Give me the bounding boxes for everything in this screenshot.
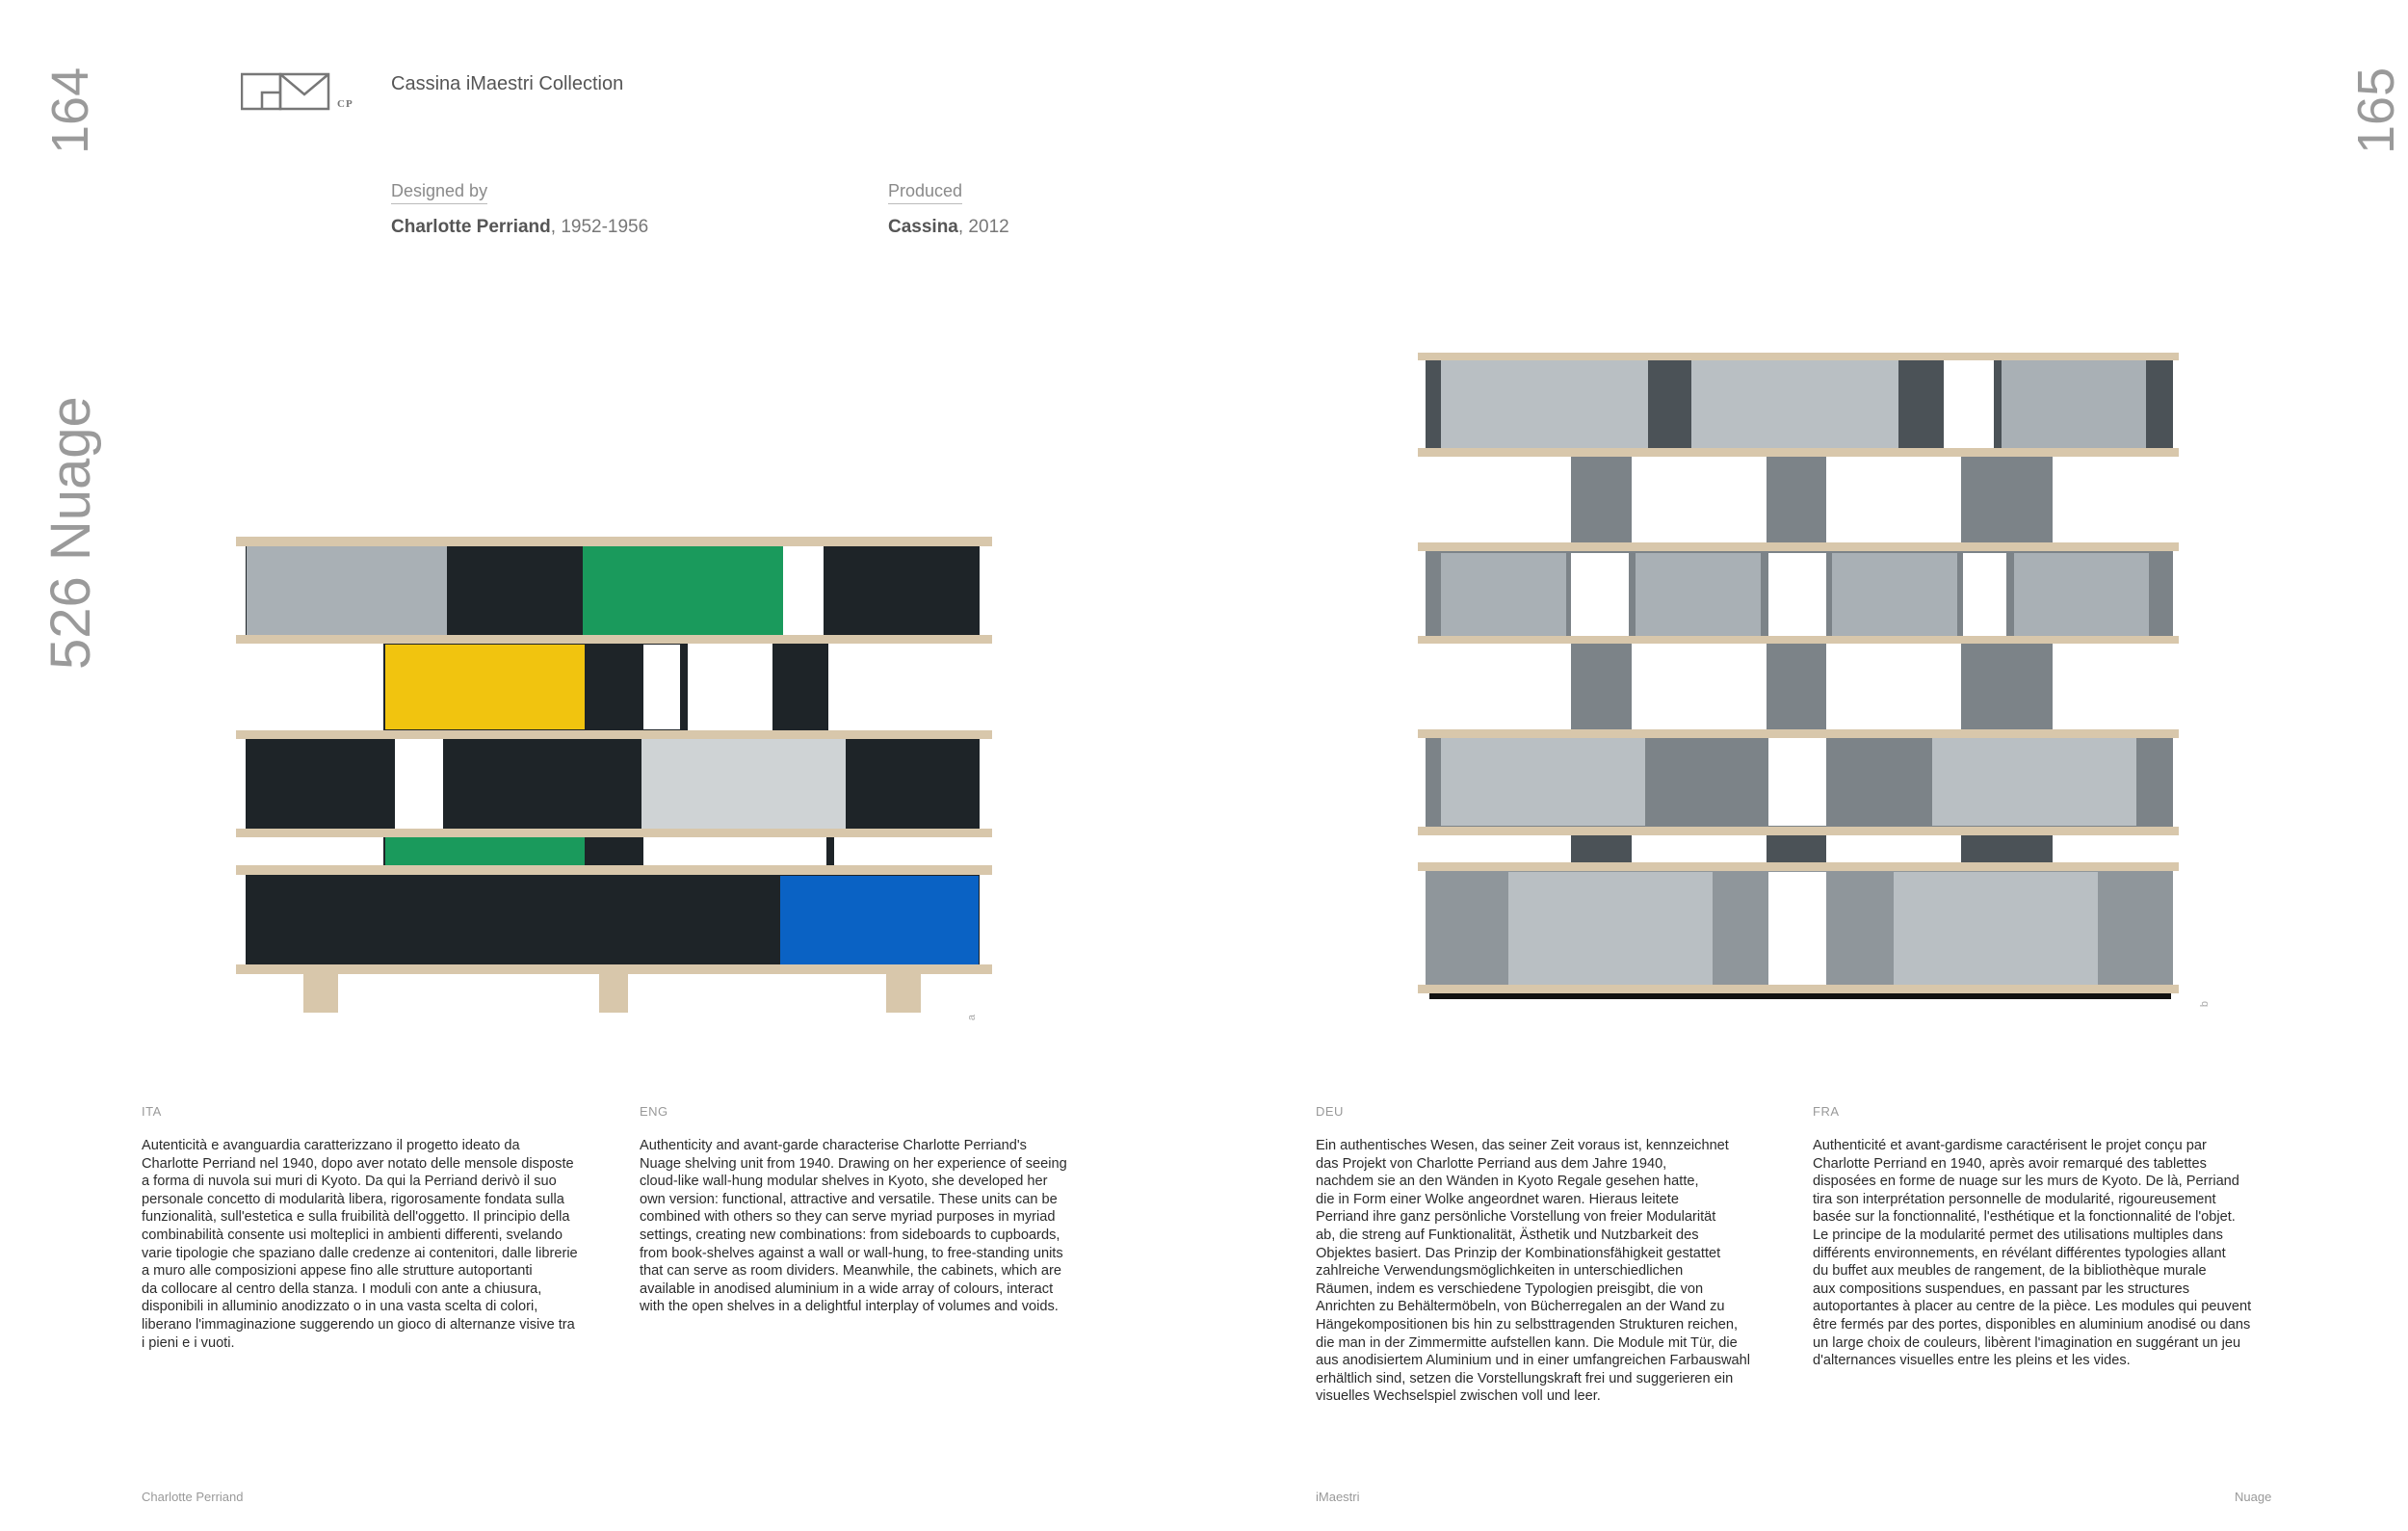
collection-title: Cassina iMaestri Collection bbox=[391, 73, 624, 94]
produced-block bbox=[888, 181, 962, 201]
designed-by-block bbox=[391, 181, 487, 201]
nuage-shelf-colored-image bbox=[231, 535, 1002, 1021]
text-fra: Authenticité et avant-gardisme caractérisent le projet conçu par Charlotte Perriand en 1940, après avoir remarqué des tablettes disposées en forme de nuage sur les murs de Kyoto. De là, Perriand tira son interprétation personnelle de modularité, rigoureusement basée sur la fonctionnalité, l'esthétique et la fonctionnalité de l'objet. Le principe de la modularité permet des utilisations multiples dans différents environnements, en révélant différentes typologies allant du buffet aux meubles de rangement, de la bibliothèque murale aux compositions suspendues, en passant par les structures autoportantes à placer au centre de la pièce. Les modules qui peuvent être fermés par des portes, disponibles en aluminium anodisé ou dans un large choix de couleurs, libèrent l'imagination en suggérant un jeu d'alternances visuelles entre les pleins et les vides. bbox=[1813, 1138, 2252, 1369]
text-deu: Ein authentisches Wesen, das seiner Zeit voraus ist, kennzeichnet das Projekt von Charlotte Perriand aus dem Jahre 1940, nachdem sie an den Wänden in Kyoto Regale gesehen hatte, die in Form einer Wolke angeordnet waren. Hieraus leitete Perriand ihre ganz persönliche Vorstellung von freier Modularität ab, die streng auf Funktionalität, Ästhetik und Nutzbarkeit des Objektes basiert. Das Prinzip der Kombinationsfähigkeit gestattet zahlreiche Verwendungsmöglichkeiten in unterschiedlichen Räumen, indem es verschiedene Typologien preisgibt, die von Anrichten zu Behältermöbeln, von Bücherregalen an der Wand zu Hängekompositionen bis hin zu selbsttragenden Strukturen reichen, die man in der Zimmermitte aufstellen kann. Die Module mit Tür, die aus anodisiertem Aluminium und in einer umfangreichen Farbauswahl erhältlich sind, setzen die Vorstellungskraft frei und suggerieren ein visuelles Wechselspiel zwischen voll und leer. bbox=[1316, 1138, 1751, 1405]
designer-name: Charlotte Perriand bbox=[391, 217, 551, 237]
nuage-shelf-aluminium-image bbox=[1412, 347, 2192, 1012]
cassina-cp-logo-icon bbox=[241, 71, 331, 114]
text-ita: Autenticità e avanguardia caratterizzano il progetto ideato da Charlotte Perriand nel 1940, dopo aver notato delle mensole disposte a forma di nuvola sui muri di Kyoto. Da qui la Perriand derivò il suo personale concetto di modularità libera, rigorosamente fondata sulla funzionalità, sull'estetica e sulla fruibilità dell'oggetto. Il principio della combinabilità consente usi molteplici in ambienti differenti, svelando varie tipologie che spaziano dalle credenze ai contenitori, dalle librerie a muro alle composizioni appese fino alle strutture autoportanti da collocare al centro della stanza. I moduli con ante a chiusura, disponibili in alluminio anodizzato o in una vasta scelta di colori, liberano l'immaginazione suggerendo un gioco di alternanze visive tra i pieni e i vuoti. bbox=[142, 1138, 578, 1351]
footer-center: iMaestri bbox=[1316, 1490, 1360, 1504]
page-number-right: 165 bbox=[2347, 66, 2405, 154]
lang-label-eng: ENG bbox=[640, 1104, 668, 1119]
designer-years: , 1952-1956 bbox=[550, 217, 649, 237]
producer-name: Cassina bbox=[888, 217, 958, 237]
lang-label-deu: DEU bbox=[1316, 1104, 1344, 1119]
produced-label: Produced bbox=[888, 181, 962, 204]
image-caption-b: b bbox=[2199, 1000, 2212, 1008]
footer-left: Charlotte Perriand bbox=[142, 1490, 244, 1504]
footer-right: Nuage bbox=[2235, 1490, 2272, 1504]
produced-year: , 2012 bbox=[957, 217, 1009, 237]
text-eng: Authenticity and avant-garde characterise Charlotte Perriand's Nuage shelving unit from 1940. Drawing on her experience of seeing cloud-like wall-hung modular shelves in Kyoto, she developed her own version: functional, attractive and versatile. These units can be combined with others so they can serve myriad purposes in myriad settings, creating new combinations: from sideboards to cupboards, from book-shelves against a wall or wall-hung, to free-standing units that can serve as room dividers. Meanwhile, the cabinets, which are available in anodised aluminium in a wide array of colours, interact with the open shelves in a delightful interplay of volumes and voids. bbox=[640, 1138, 1067, 1315]
lang-label-ita: ITA bbox=[142, 1104, 162, 1119]
product-title: 526 Nuage bbox=[39, 396, 102, 670]
designed-by-value bbox=[391, 217, 648, 238]
produced-value bbox=[888, 217, 1009, 238]
lang-label-fra: FRA bbox=[1813, 1104, 1840, 1119]
image-caption-a: a bbox=[966, 1014, 979, 1021]
logo-mark-text: CP bbox=[337, 98, 353, 110]
designed-by-label: Designed by bbox=[391, 181, 487, 204]
page-number-left: 164 bbox=[41, 66, 99, 154]
